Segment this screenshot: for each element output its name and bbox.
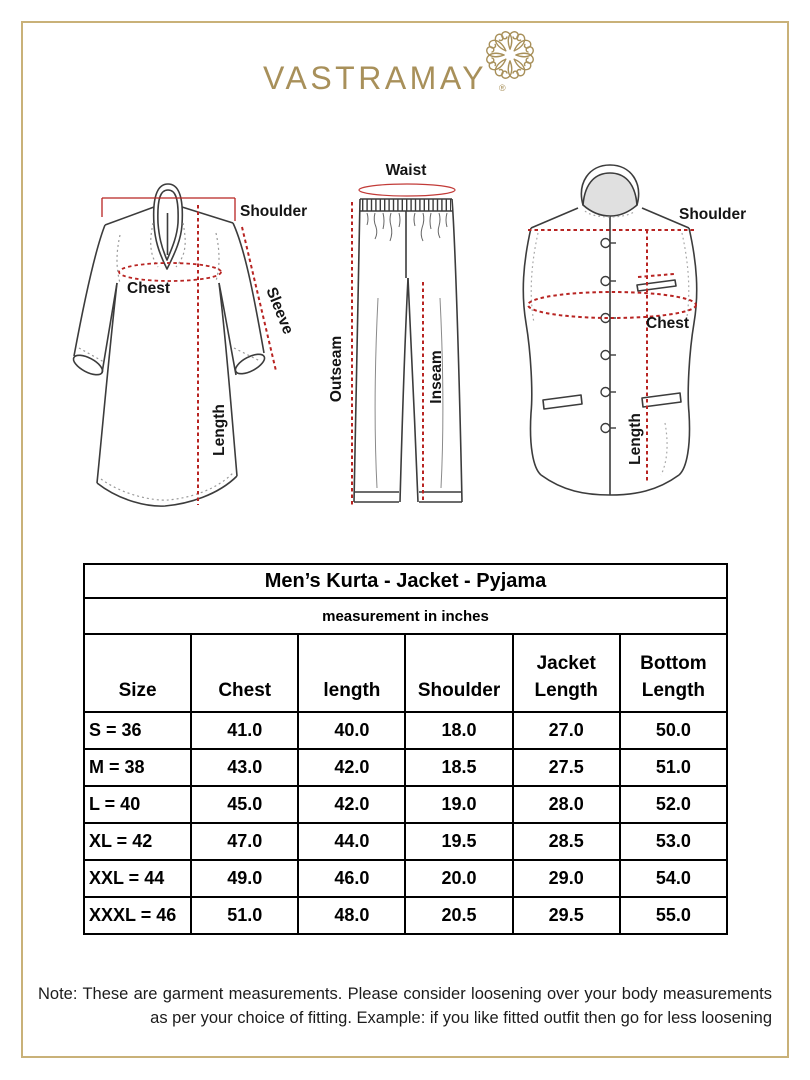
bottom-length-cell: 50.0: [620, 712, 727, 749]
chest-cell: 51.0: [191, 897, 298, 934]
bottom-length-cell: 54.0: [620, 860, 727, 897]
shoulder-cell: 20.0: [405, 860, 512, 897]
size-cell: S = 36: [84, 712, 191, 749]
shoulder-cell: 20.5: [405, 897, 512, 934]
chest-cell: 45.0: [191, 786, 298, 823]
kurta-sleeve-label: Sleeve: [262, 284, 297, 337]
jacket-shoulder-label: Shoulder: [679, 206, 747, 223]
shoulder-cell: 19.0: [405, 786, 512, 823]
bottom-length-cell: 55.0: [620, 897, 727, 934]
jacket-length-cell: 29.5: [513, 897, 620, 934]
shoulder-cell: 19.5: [405, 823, 512, 860]
jacket-length-cell: 28.0: [513, 786, 620, 823]
jacket-length-cell: 27.5: [513, 749, 620, 786]
kurta-shoulder-label: Shoulder: [240, 203, 308, 220]
note-line-1: Note: These are garment measurements. Please consider loosening over your body measurements: [38, 985, 772, 1003]
table-row: [84, 860, 727, 897]
chest-cell: 49.0: [191, 860, 298, 897]
pyjama-waist-label: Waist: [385, 162, 427, 179]
table-subtitle: measurement in inches: [84, 598, 727, 634]
bottom-length-cell: 52.0: [620, 786, 727, 823]
table-title: Men’s Kurta - Jacket - Pyjama: [84, 564, 727, 598]
shoulder-cell: 18.0: [405, 712, 512, 749]
table-row: [84, 749, 727, 786]
size-cell: XL = 42: [84, 823, 191, 860]
length-cell: 40.0: [298, 712, 405, 749]
chest-cell: 41.0: [191, 712, 298, 749]
length-cell: 46.0: [298, 860, 405, 897]
measurement-note: [38, 982, 772, 1030]
registered-trademark: ®: [499, 83, 506, 93]
chest-cell: 47.0: [191, 823, 298, 860]
kurta-chest-ellipse: [119, 263, 221, 281]
jacket-length-cell: 28.5: [513, 823, 620, 860]
size-chart-table: [83, 563, 728, 935]
col-header-chest: Chest: [191, 634, 298, 712]
kurta-chest-label: Chest: [127, 280, 171, 297]
chest-cell: 43.0: [191, 749, 298, 786]
jacket-length-cell: 27.0: [513, 712, 620, 749]
pyjama-outseam-label: Outseam: [328, 335, 345, 403]
size-cell: L = 40: [84, 786, 191, 823]
table-row: [84, 897, 727, 934]
table-row: [84, 786, 727, 823]
table-row: [84, 712, 727, 749]
length-cell: 42.0: [298, 749, 405, 786]
table-header-row: [84, 634, 727, 712]
kurta-length-label: Length: [211, 404, 228, 456]
size-cell: M = 38: [84, 749, 191, 786]
col-header-shoulder: Shoulder: [405, 634, 512, 712]
length-cell: 48.0: [298, 897, 405, 934]
col-header-jacket-length: Jacket Length: [513, 634, 620, 712]
brand-logo-text: VASTRAMAY: [263, 60, 488, 96]
pyjama-diagram: [323, 158, 497, 518]
col-header-bottom-length: Bottom Length: [620, 634, 727, 712]
length-cell: 42.0: [298, 786, 405, 823]
note-line-2: as per your choice of fitting. Example: if you like fitted outfit then go for less loosening: [150, 1009, 772, 1027]
jacket-length-cell: 29.0: [513, 860, 620, 897]
jacket-chest-label: Chest: [646, 315, 690, 332]
bottom-length-cell: 53.0: [620, 823, 727, 860]
kurta-annotations: [102, 198, 276, 505]
col-header-length: length: [298, 634, 405, 712]
pyjama-inseam-label: Inseam: [428, 350, 445, 404]
jacket-length-label: Length: [627, 413, 644, 465]
table-title-row: [84, 564, 727, 598]
jacket-annotations: [528, 230, 697, 483]
floral-mandala-icon: [482, 25, 538, 83]
size-cell: XXL = 44: [84, 860, 191, 897]
size-cell: XXXL = 46: [84, 897, 191, 934]
jacket-pocket-line: [638, 274, 674, 277]
bottom-length-cell: 51.0: [620, 749, 727, 786]
col-header-size: Size: [84, 634, 191, 712]
table-row: [84, 823, 727, 860]
shoulder-cell: 18.5: [405, 749, 512, 786]
length-cell: 44.0: [298, 823, 405, 860]
pyjama-annotations: [352, 202, 423, 505]
table-subtitle-row: [84, 598, 727, 634]
